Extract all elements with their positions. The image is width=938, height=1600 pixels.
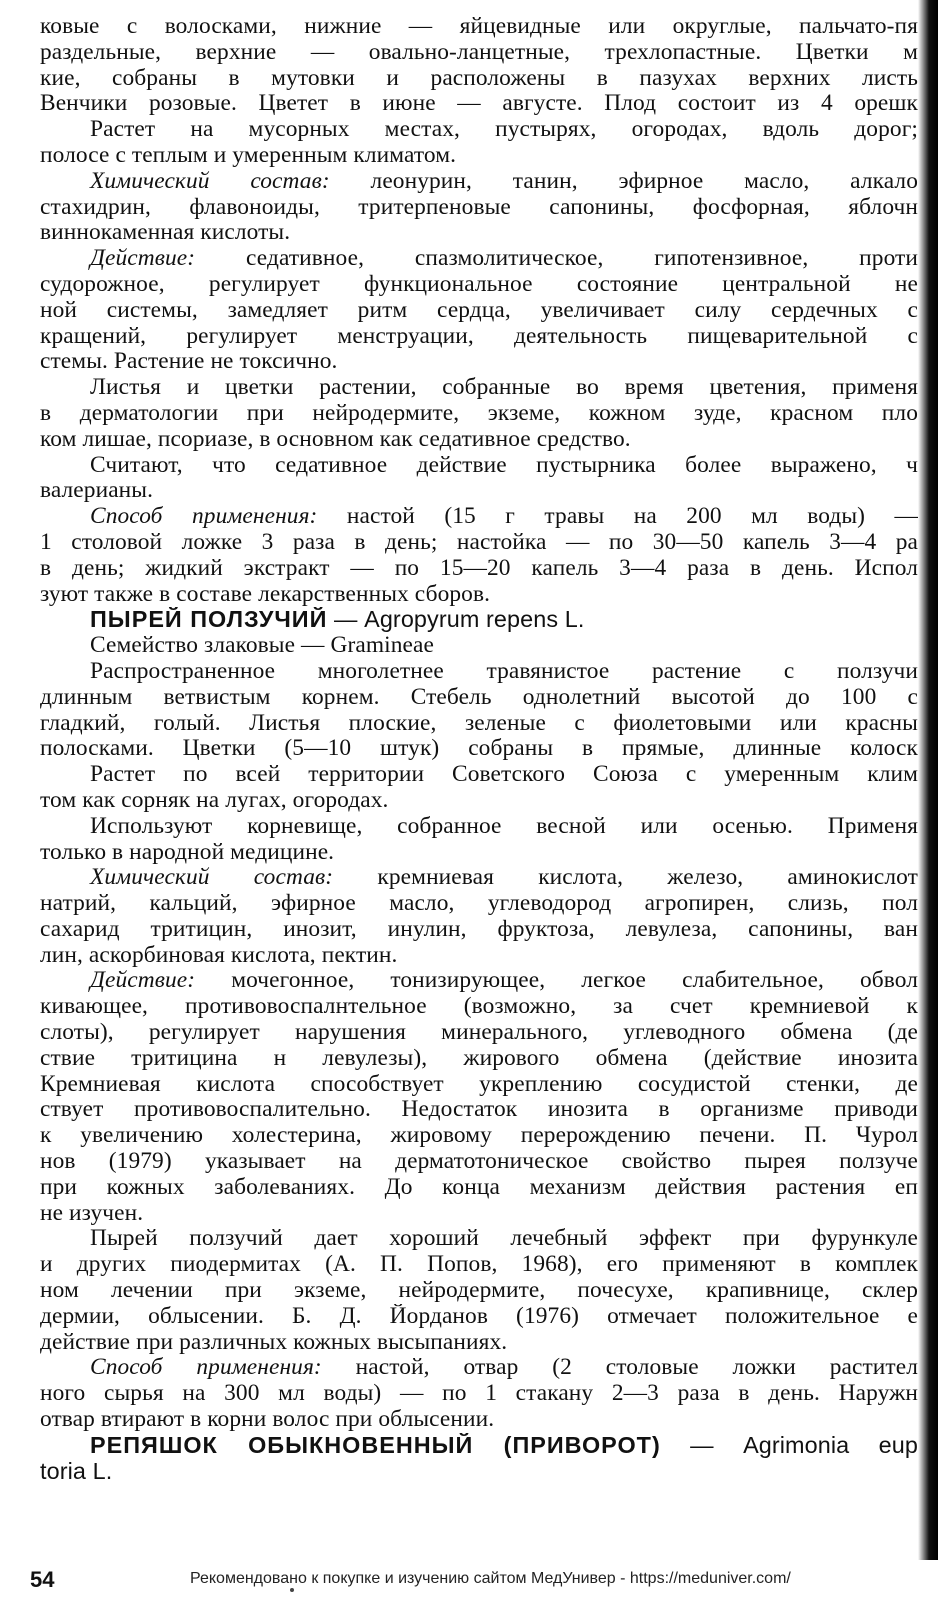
text-line <box>40 246 918 272</box>
text-line: гладкий, голый. Листья плоские, зеленые с фиолетовыми или красны <box>40 710 918 736</box>
plant-latin: — Agropyrum repens L. <box>327 607 585 633</box>
text-line: дермии, облысении. Б. Д. Йорданов (1976) отмечает положительное е <box>40 1303 918 1329</box>
plant-heading <box>40 1433 918 1459</box>
text-line: виннокаменная кислоты. <box>40 220 291 246</box>
text-line: Растет по всей территории Советского Союза с умеренным клим <box>90 762 918 788</box>
section-label: Действие: <box>90 968 196 994</box>
text-line: стахидрин, флавоноиды, тритерпеновые сапонины, фосфорная, яблочн <box>40 194 918 220</box>
text-line <box>40 1355 918 1381</box>
text-line: Растет на мусорных местах, пустырях, огородах, вдоль дорог; <box>90 117 918 143</box>
text-line <box>40 504 918 530</box>
text-span: настой (15 г травы на 200 мл воды) — <box>317 504 918 530</box>
plant-heading <box>40 607 918 633</box>
text-line: ного сырья на 300 мл воды) — по 1 стакану 2—3 раза в день. Наружн <box>40 1381 918 1407</box>
text-line: кращений, регулирует менструации, деятельность пищеварительной с <box>40 323 918 349</box>
text-line: ком лишае, псориазе, в основном как седативное средство. <box>40 426 631 452</box>
text-line <box>40 865 918 891</box>
text-line: стемы. Растение не токсично. <box>40 349 338 375</box>
text-line <box>40 169 918 195</box>
text-line: полосками. Цветки (5—10 штук) собраны в прямые, длинные колоск <box>40 736 918 762</box>
text-line: натрий, кальций, эфирное масло, углеводород агропирен, слизь, пол <box>40 891 918 917</box>
text-line: судорожное, регулирует функциональное состояние центральной не <box>40 271 918 297</box>
text-line: ствие тритицина н левулезы), жирового обмена (действие инозита <box>40 1045 918 1071</box>
text-line: валерианы. <box>40 478 154 504</box>
text-line: слоты), регулирует нарушения минерального, углеводного обмена (де <box>40 1020 918 1046</box>
text-line: ковые с волосками, нижние — яйцевидные или округлые, пальчато-пя <box>40 14 918 39</box>
text-line: Распространенное многолетнее травянистое растение с ползучи <box>90 658 918 684</box>
book-page <box>40 14 918 1484</box>
section-label: Действие: <box>90 246 196 272</box>
text-line: Венчики розовые. Цветет в июне — августе. Плод состоит из 4 орешк <box>40 91 918 117</box>
text-line: длинным ветвистым корнем. Стебель однолетний высотой до 100 с <box>40 684 918 710</box>
text-span: леонурин, танин, эфирное масло, алкало <box>329 168 918 194</box>
text-span: седативное, спазмолитическое, гипотензивное, проти <box>195 246 918 272</box>
text-line: Пырей ползучий дает хороший лечебный эффект при фурункуле <box>90 1226 918 1252</box>
text-line: Кремниевая кислота способствует укреплению сосудистой стенки, де <box>40 1071 918 1097</box>
text-line: только в народной медицине. <box>40 839 335 865</box>
text-line: раздельные, верхние — овально-ланцетные, трехлопастные. Цветки м <box>40 39 918 65</box>
text-line: кивающее, противовоспалнтельное (возможно, за счет кремниевой к <box>40 994 918 1020</box>
page-number: 54 <box>30 1567 55 1592</box>
plant-name: РЕПЯШОК ОБЫКНОВЕННЫЙ (ПРИВОРОТ) <box>90 1432 661 1458</box>
scan-speck <box>290 1588 294 1592</box>
text-line: нов (1979) указывает на дерматотоническое свойство пырея ползуче <box>40 1149 918 1175</box>
scan-dark-edge <box>918 0 938 1560</box>
plant-family: Семейство злаковые — Gramineae <box>90 633 434 659</box>
text-line: кие, собраны в мутовки и расположены в пазухах верхних листь <box>40 65 918 91</box>
text-span: настой, отвар (2 столовые ложки растител <box>321 1355 918 1381</box>
text-line: в день; жидкий экстракт — по 15—20 капель 3—4 раза в день. Испол <box>40 555 918 581</box>
section-label: Способ применения: <box>90 504 318 530</box>
footer-watermark-link[interactable]: Рекомендовано к покупке и изучению сайтом МедУнивер - https://meduniver.com/ <box>190 1570 791 1587</box>
text-line: Используют корневище, собранное весной или осенью. Применя <box>90 813 918 839</box>
text-line <box>40 968 918 994</box>
text-line: сахарид тритицин, инозит, инулин, фруктоза, левулеза, сапонины, ван <box>40 916 918 942</box>
text-line: том как сорняк на лугах, огородах. <box>40 787 389 813</box>
text-line: не изучен. <box>40 1200 144 1226</box>
text-line: ном лечении при экземе, нейродермите, почесухе, крапивнице, склер <box>40 1278 918 1304</box>
plant-latin: — Agrimonia eup <box>660 1432 918 1458</box>
section-label: Химический состав: <box>90 865 334 891</box>
text-line: ствует противовоспалительно. Недостаток инозита в организме приводи <box>40 1097 918 1123</box>
text-line: полосе с теплым и умеренным климатом. <box>40 142 457 168</box>
text-line: Листья и цветки растении, собранные во время цветения, применя <box>90 375 918 401</box>
text-line: ной системы, замедляет ритм сердца, увеличивает силу сердечных с <box>40 297 918 323</box>
section-label: Химический состав: <box>90 168 330 194</box>
text-line: 1 столовой ложке 3 раза в день; настойка — по 30—50 капель 3—4 ра <box>40 529 918 555</box>
section-label: Способ применения: <box>90 1355 322 1381</box>
text-line: в дерматологии при нейродермите, экземе, кожном зуде, красном пло <box>40 400 918 426</box>
text-span: кремниевая кислота, железо, аминокислот <box>333 865 918 891</box>
text-span: мочегонное, тонизирующее, легкое слабительное, обвол <box>195 968 918 994</box>
text-line: и других пиодермитах (А. П. Попов, 1968), его применяют в комплек <box>40 1252 918 1278</box>
text-line: отвар втирают в корни волос при облысении. <box>40 1407 495 1433</box>
text-line: при кожных заболеваниях. До конца механизм действия растения еп <box>40 1174 918 1200</box>
text-line: лин, аскорбиновая кислота, пектин. <box>40 942 398 968</box>
text-line: Считают, что седативное действие пустырника более выражено, ч <box>90 452 918 478</box>
plant-latin-continued: toria L. <box>40 1458 113 1484</box>
plant-name: ПЫРЕЙ ПОЛЗУЧИЙ <box>90 607 328 633</box>
text-line: действие при различных кожных высыпаниях. <box>40 1329 508 1355</box>
text-line: к увеличению холестерина, жировому перерождению печени. П. Чурол <box>40 1123 918 1149</box>
text-line: зуют также в составе лекарственных сборов. <box>40 581 491 607</box>
